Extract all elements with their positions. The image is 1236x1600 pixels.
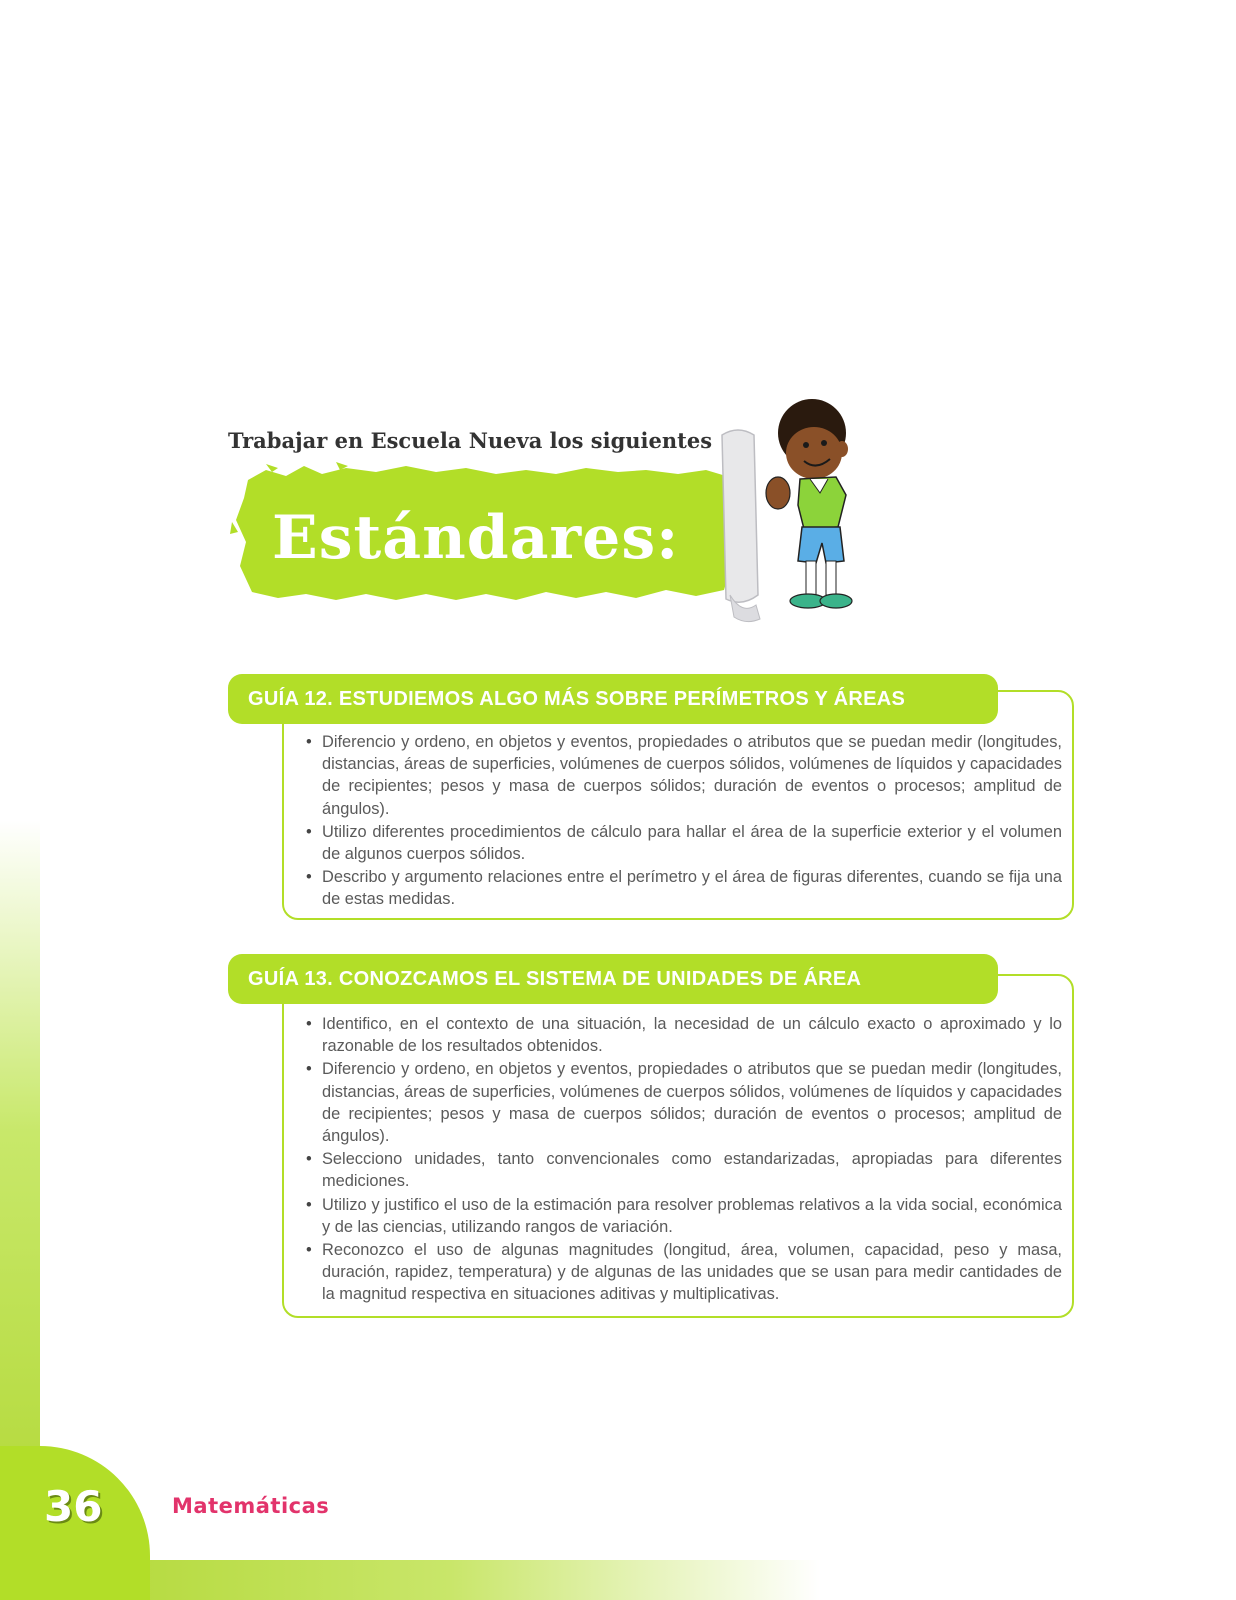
list-item: • Utilizo y justifico el uso de la estimación para resolver problemas relativos a la vida social, económica y de las ciencias, utilizando rangos de variación. (306, 1195, 1062, 1236)
list-item: • Utilizo diferentes procedimientos de cálculo para hallar el área de la superficie exterior y el volumen de algunos cuerpos sólidos. (306, 822, 1062, 864)
bullet-icon: • (306, 733, 312, 751)
list-item: • Describo y argumento relaciones entre el perímetro y el área de figuras diferentes, cuando se fija una de estas medidas. (306, 868, 1062, 909)
bullet-icon: • (306, 868, 312, 887)
guide-13-list (306, 1013, 1062, 1307)
bullet-icon: • (306, 1060, 312, 1079)
subject-label: Matemáticas (172, 1494, 330, 1518)
list-item: • Identifico, en el contexto de una situación, la necesidad de un cálculo exacto o aproximado y lo razonable de los resultados obtenidos. (306, 1015, 1062, 1056)
guide-12-list (306, 731, 1062, 912)
bullet-icon: • (306, 822, 312, 841)
bullet-icon: • (306, 1015, 312, 1033)
list-item: • Reconozco el uso de algunas magnitudes (longitud, área, volumen, capacidad, peso y masa, duración, rapidez, temperatura) y de algunas de las unidades que se usan para medir cantidades de la magnitud respectiva en situaciones aditivas y multiplicativas. (306, 1241, 1062, 1304)
bullet-icon: • (306, 1195, 312, 1214)
boy-with-scroll-illustration (720, 395, 870, 625)
bullet-icon: • (306, 1241, 312, 1260)
list-item: • Selecciono unidades, tanto convencionales como estandarizadas, apropiadas para diferentes mediciones. (306, 1150, 1062, 1191)
list-item: • Diferencio y ordeno, en objetos y eventos, propiedades o atributos que se puedan medir (longitudes, distancias, áreas de superficies, volúmenes de cuerpos sólidos, volúmenes de líquidos y capacidades de recipientes; pesos y masa de cuerpos sólidos; duración de eventos o procesos; amplitud de ángulos). (306, 733, 1062, 818)
page-title: Estándares: (272, 503, 680, 573)
intro-text: Trabajar en Escuela Nueva los siguientes (228, 428, 713, 453)
list-item: • Diferencio y ordeno, en objetos y eventos, propiedades o atributos que se puedan medir (longitudes, distancias, áreas de superficies, volúmenes de cuerpos sólidos, volúmenes de líquidos y capacidades de recipientes; pesos y masa de cuerpos sólidos; duración de eventos o procesos; amplitud de ángulos). (306, 1060, 1062, 1146)
guide-13-header: GUÍA 13. CONOZCAMOS EL SISTEMA DE UNIDADES DE ÁREA (228, 954, 998, 1004)
page-number: 36 (44, 1482, 103, 1531)
bullet-icon: • (306, 1150, 312, 1169)
guide-12-header: GUÍA 12. ESTUDIEMOS ALGO MÁS SOBRE PERÍMETROS Y ÁREAS (228, 674, 998, 724)
